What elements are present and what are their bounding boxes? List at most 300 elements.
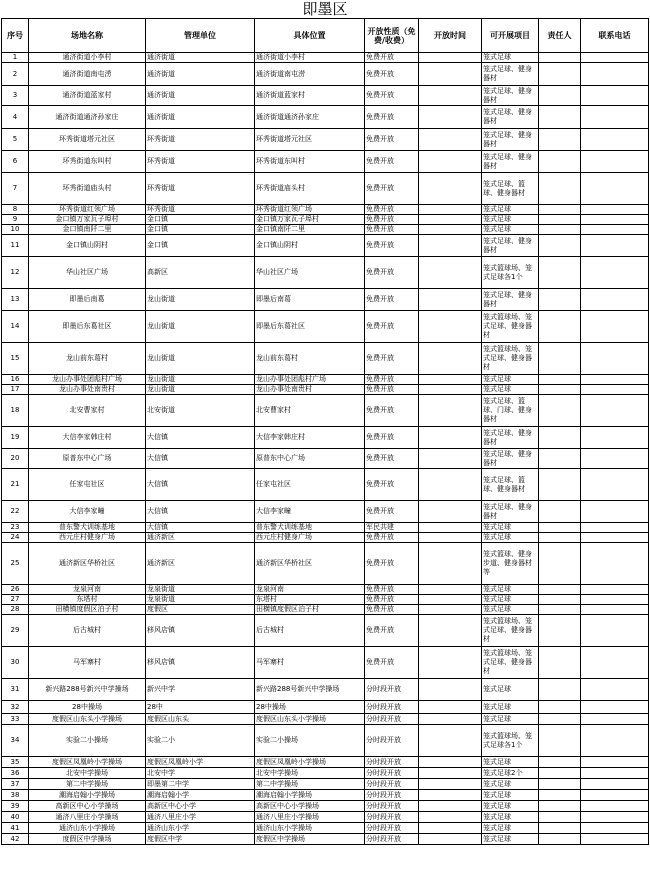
table-row bbox=[2, 427, 649, 449]
row-projects: 笼式篮球场、笼式足球各1个 bbox=[482, 257, 539, 289]
row-no: 10 bbox=[2, 225, 29, 235]
table-row bbox=[2, 225, 649, 235]
row-nature: 免费开放 bbox=[365, 225, 419, 235]
header-location: 具体位置 bbox=[255, 19, 365, 53]
row-name: 金口镇山阴村 bbox=[29, 235, 146, 257]
row-time bbox=[419, 823, 482, 834]
row-name: 环秀街道塔元社区 bbox=[29, 129, 146, 151]
row-nature: 免费开放 bbox=[365, 235, 419, 257]
row-person bbox=[539, 543, 581, 585]
row-phone bbox=[581, 605, 649, 615]
row-no: 33 bbox=[2, 714, 29, 725]
row-time bbox=[419, 725, 482, 757]
row-person bbox=[539, 595, 581, 605]
row-projects: 笼式足球 bbox=[482, 523, 539, 533]
row-no: 32 bbox=[2, 701, 29, 714]
row-time bbox=[419, 585, 482, 595]
row-person bbox=[539, 501, 581, 523]
row-unit: 大信镇 bbox=[146, 501, 255, 523]
row-projects: 笼式足球 bbox=[482, 714, 539, 725]
row-name: 新兴路288号新兴中学操场 bbox=[29, 679, 146, 701]
row-unit: 实验二小 bbox=[146, 725, 255, 757]
row-phone bbox=[581, 714, 649, 725]
row-projects: 笼式足球、健身器材 bbox=[482, 289, 539, 311]
row-no: 9 bbox=[2, 215, 29, 225]
row-location: 环秀街道塔元社区 bbox=[255, 129, 365, 151]
row-no: 30 bbox=[2, 647, 29, 679]
row-phone bbox=[581, 205, 649, 215]
row-name: 环秀街道红领广场 bbox=[29, 205, 146, 215]
row-location: 通济八里庄小学操场 bbox=[255, 812, 365, 823]
row-name: 北安中学操场 bbox=[29, 768, 146, 779]
row-projects: 笼式篮球场、笼式足球、健身器材 bbox=[482, 647, 539, 679]
table-row bbox=[2, 523, 649, 533]
row-time bbox=[419, 605, 482, 615]
row-time bbox=[419, 501, 482, 523]
row-nature: 军民共建 bbox=[365, 523, 419, 533]
row-no: 42 bbox=[2, 834, 29, 845]
row-phone bbox=[581, 53, 649, 63]
row-time bbox=[419, 543, 482, 585]
row-time bbox=[419, 615, 482, 647]
row-phone bbox=[581, 615, 649, 647]
row-no: 1 bbox=[2, 53, 29, 63]
row-nature: 免费开放 bbox=[365, 106, 419, 129]
row-person bbox=[539, 173, 581, 205]
row-person bbox=[539, 834, 581, 845]
table-row bbox=[2, 289, 649, 311]
header-name: 场地名称 bbox=[29, 19, 146, 53]
row-location: 通济街道小李村 bbox=[255, 53, 365, 63]
row-person bbox=[539, 151, 581, 173]
row-time bbox=[419, 106, 482, 129]
row-phone bbox=[581, 823, 649, 834]
row-no: 36 bbox=[2, 768, 29, 779]
row-time bbox=[419, 235, 482, 257]
row-phone bbox=[581, 834, 649, 845]
row-time bbox=[419, 834, 482, 845]
row-location: 原普东中心广场 bbox=[255, 449, 365, 469]
row-projects: 笼式足球 bbox=[482, 790, 539, 801]
row-nature: 免费开放 bbox=[365, 615, 419, 647]
row-phone bbox=[581, 790, 649, 801]
row-location: 28中操场 bbox=[255, 701, 365, 714]
row-name: 北安曹家村 bbox=[29, 395, 146, 427]
table-row bbox=[2, 585, 649, 595]
row-nature: 分时段开放 bbox=[365, 790, 419, 801]
table-row bbox=[2, 812, 649, 823]
row-unit: 通济街道 bbox=[146, 63, 255, 86]
table-row bbox=[2, 395, 649, 427]
row-phone bbox=[581, 757, 649, 768]
row-nature: 免费开放 bbox=[365, 129, 419, 151]
row-projects: 笼式足球、健身器材 bbox=[482, 235, 539, 257]
row-nature: 免费开放 bbox=[365, 205, 419, 215]
row-time bbox=[419, 173, 482, 205]
row-projects: 笼式足球 bbox=[482, 205, 539, 215]
row-nature: 分时段开放 bbox=[365, 812, 419, 823]
row-nature: 免费开放 bbox=[365, 63, 419, 86]
row-person bbox=[539, 257, 581, 289]
row-unit: 北安街道 bbox=[146, 395, 255, 427]
row-unit: 大信镇 bbox=[146, 427, 255, 449]
venue-table bbox=[1, 18, 649, 845]
row-name: 通济街道南屯涝 bbox=[29, 63, 146, 86]
row-time bbox=[419, 679, 482, 701]
row-person bbox=[539, 215, 581, 225]
row-name: 东塔村 bbox=[29, 595, 146, 605]
row-nature: 分时段开放 bbox=[365, 725, 419, 757]
row-time bbox=[419, 779, 482, 790]
row-projects: 笼式足球、健身器材 bbox=[482, 449, 539, 469]
row-person bbox=[539, 585, 581, 595]
row-location: 田横镇度假区泊子村 bbox=[255, 605, 365, 615]
row-person bbox=[539, 790, 581, 801]
row-projects: 笼式足球、篮球、健身器材 bbox=[482, 469, 539, 501]
row-location: 通济街道南屯涝 bbox=[255, 63, 365, 86]
row-name: 金口镇南阡二里 bbox=[29, 225, 146, 235]
row-location: 通济街道通济孙家庄 bbox=[255, 106, 365, 129]
table-row bbox=[2, 106, 649, 129]
row-no: 29 bbox=[2, 615, 29, 647]
row-name: 原普东中心广场 bbox=[29, 449, 146, 469]
row-unit: 移风店镇 bbox=[146, 647, 255, 679]
row-no: 28 bbox=[2, 605, 29, 615]
row-no: 27 bbox=[2, 595, 29, 605]
row-time bbox=[419, 757, 482, 768]
row-phone bbox=[581, 106, 649, 129]
row-name: 任家屯社区 bbox=[29, 469, 146, 501]
row-nature: 分时段开放 bbox=[365, 757, 419, 768]
table-row bbox=[2, 823, 649, 834]
row-time bbox=[419, 595, 482, 605]
row-name: 即墨后东葛社区 bbox=[29, 311, 146, 343]
row-projects: 笼式足球 bbox=[482, 385, 539, 395]
table-row bbox=[2, 469, 649, 501]
row-projects: 笼式足球 bbox=[482, 701, 539, 714]
row-projects: 笼式足球、健身器材 bbox=[482, 86, 539, 106]
row-phone bbox=[581, 427, 649, 449]
row-unit: 大信镇 bbox=[146, 523, 255, 533]
table-row bbox=[2, 235, 649, 257]
row-location: 即墨后南葛 bbox=[255, 289, 365, 311]
row-nature: 免费开放 bbox=[365, 533, 419, 543]
row-unit: 通济街道 bbox=[146, 53, 255, 63]
row-no: 16 bbox=[2, 375, 29, 385]
row-unit: 潮海启翰小学 bbox=[146, 790, 255, 801]
table-row bbox=[2, 605, 649, 615]
row-no: 34 bbox=[2, 725, 29, 757]
row-time bbox=[419, 343, 482, 375]
row-location: 普东警犬训练基地 bbox=[255, 523, 365, 533]
row-time bbox=[419, 289, 482, 311]
row-location: 第二中学操场 bbox=[255, 779, 365, 790]
row-unit: 金口镇 bbox=[146, 215, 255, 225]
row-time bbox=[419, 647, 482, 679]
row-name: 田横镇度假区泊子村 bbox=[29, 605, 146, 615]
row-name: 潮海启翰小学操场 bbox=[29, 790, 146, 801]
row-unit: 龙泉街道 bbox=[146, 595, 255, 605]
table-row bbox=[2, 779, 649, 790]
page-title: 即墨区 bbox=[302, 0, 348, 18]
row-unit: 即墨第二中学 bbox=[146, 779, 255, 790]
row-projects: 笼式足球 bbox=[482, 215, 539, 225]
row-no: 6 bbox=[2, 151, 29, 173]
row-no: 22 bbox=[2, 501, 29, 523]
row-no: 35 bbox=[2, 757, 29, 768]
table-row bbox=[2, 679, 649, 701]
row-name: 通济新区华桥社区 bbox=[29, 543, 146, 585]
row-name: 28中操场 bbox=[29, 701, 146, 714]
row-time bbox=[419, 395, 482, 427]
row-time bbox=[419, 215, 482, 225]
row-person bbox=[539, 53, 581, 63]
row-person bbox=[539, 385, 581, 395]
row-phone bbox=[581, 543, 649, 585]
row-time bbox=[419, 311, 482, 343]
row-location: 通济街道蓝家村 bbox=[255, 86, 365, 106]
row-unit: 新兴中学 bbox=[146, 679, 255, 701]
row-projects: 笼式足球、篮球、健身器材 bbox=[482, 173, 539, 205]
row-unit: 龙山街道 bbox=[146, 375, 255, 385]
row-phone bbox=[581, 129, 649, 151]
row-no: 13 bbox=[2, 289, 29, 311]
row-nature: 分时段开放 bbox=[365, 801, 419, 812]
row-phone bbox=[581, 701, 649, 714]
row-unit: 通济新区 bbox=[146, 533, 255, 543]
row-nature: 免费开放 bbox=[365, 215, 419, 225]
row-time bbox=[419, 469, 482, 501]
row-person bbox=[539, 757, 581, 768]
row-person bbox=[539, 86, 581, 106]
row-no: 20 bbox=[2, 449, 29, 469]
row-no: 11 bbox=[2, 235, 29, 257]
row-projects: 笼式篮球场、笼式足球、健身器材 bbox=[482, 615, 539, 647]
table-row bbox=[2, 63, 649, 86]
row-phone bbox=[581, 257, 649, 289]
row-person bbox=[539, 343, 581, 375]
row-name: 通济街道蓝家村 bbox=[29, 86, 146, 106]
row-person bbox=[539, 647, 581, 679]
row-projects: 笼式篮球、健身步道、健身器材等 bbox=[482, 543, 539, 585]
row-phone bbox=[581, 385, 649, 395]
row-nature: 免费开放 bbox=[365, 605, 419, 615]
row-projects: 笼式篮球场、笼式足球各1个 bbox=[482, 725, 539, 757]
row-phone bbox=[581, 449, 649, 469]
row-location: 金口镇万家瓦子埠村 bbox=[255, 215, 365, 225]
row-nature: 免费开放 bbox=[365, 289, 419, 311]
row-name: 通济八里庄小学操场 bbox=[29, 812, 146, 823]
row-unit: 龙泉街道 bbox=[146, 585, 255, 595]
row-location: 高新区中心小学操场 bbox=[255, 801, 365, 812]
row-projects: 笼式足球 bbox=[482, 823, 539, 834]
row-unit: 金口镇 bbox=[146, 225, 255, 235]
row-person bbox=[539, 714, 581, 725]
row-location: 北安中学操场 bbox=[255, 768, 365, 779]
row-name: 龙山办事处团彪村广场 bbox=[29, 375, 146, 385]
table-row bbox=[2, 533, 649, 543]
row-unit: 度假区山东头 bbox=[146, 714, 255, 725]
table-row bbox=[2, 205, 649, 215]
row-no: 18 bbox=[2, 395, 29, 427]
row-time bbox=[419, 53, 482, 63]
row-name: 第二中学操场 bbox=[29, 779, 146, 790]
row-no: 23 bbox=[2, 523, 29, 533]
row-name: 环秀街道东叫村 bbox=[29, 151, 146, 173]
row-time bbox=[419, 790, 482, 801]
row-person bbox=[539, 469, 581, 501]
row-unit: 度假区中学 bbox=[146, 834, 255, 845]
row-time bbox=[419, 449, 482, 469]
row-person bbox=[539, 679, 581, 701]
row-location: 东塔村 bbox=[255, 595, 365, 605]
row-location: 通济新区华桥社区 bbox=[255, 543, 365, 585]
row-person bbox=[539, 235, 581, 257]
row-projects: 笼式足球、健身器材 bbox=[482, 501, 539, 523]
row-nature: 免费开放 bbox=[365, 449, 419, 469]
table-row bbox=[2, 375, 649, 385]
row-no: 37 bbox=[2, 779, 29, 790]
row-phone bbox=[581, 595, 649, 605]
row-person bbox=[539, 375, 581, 385]
row-name: 后古城村 bbox=[29, 615, 146, 647]
table-row bbox=[2, 86, 649, 106]
row-nature: 免费开放 bbox=[365, 595, 419, 605]
row-projects: 笼式足球、健身器材 bbox=[482, 151, 539, 173]
table-row bbox=[2, 501, 649, 523]
row-name: 大信李家韩庄村 bbox=[29, 427, 146, 449]
row-name: 大信李家疃 bbox=[29, 501, 146, 523]
row-unit: 大信镇 bbox=[146, 469, 255, 501]
row-person bbox=[539, 289, 581, 311]
row-unit: 金口镇 bbox=[146, 235, 255, 257]
row-person bbox=[539, 311, 581, 343]
table-row bbox=[2, 701, 649, 714]
row-projects: 笼式篮球场、笼式足球、健身器材 bbox=[482, 311, 539, 343]
row-location: 度假区山东头小学操场 bbox=[255, 714, 365, 725]
row-phone bbox=[581, 679, 649, 701]
row-no: 31 bbox=[2, 679, 29, 701]
table-row bbox=[2, 768, 649, 779]
row-projects: 笼式足球 bbox=[482, 801, 539, 812]
row-projects: 笼式足球 bbox=[482, 779, 539, 790]
row-person bbox=[539, 205, 581, 215]
row-nature: 分时段开放 bbox=[365, 679, 419, 701]
row-location: 金口镇山阴村 bbox=[255, 235, 365, 257]
row-phone bbox=[581, 779, 649, 790]
row-name: 龙山前东葛村 bbox=[29, 343, 146, 375]
row-unit: 度假区 bbox=[146, 605, 255, 615]
row-projects: 笼式足球 bbox=[482, 53, 539, 63]
header-no: 序号 bbox=[2, 19, 29, 53]
table-row bbox=[2, 449, 649, 469]
row-no: 8 bbox=[2, 205, 29, 215]
row-location: 后古城村 bbox=[255, 615, 365, 647]
row-nature: 分时段开放 bbox=[365, 701, 419, 714]
row-projects: 笼式足球 bbox=[482, 679, 539, 701]
row-location: 即墨后东葛社区 bbox=[255, 311, 365, 343]
row-location: 龙山前东葛村 bbox=[255, 343, 365, 375]
row-time bbox=[419, 427, 482, 449]
row-unit: 环秀街道 bbox=[146, 173, 255, 205]
table-row bbox=[2, 257, 649, 289]
row-unit: 龙山街道 bbox=[146, 343, 255, 375]
row-projects: 笼式足球 bbox=[482, 812, 539, 823]
row-person bbox=[539, 779, 581, 790]
table-row bbox=[2, 129, 649, 151]
row-no: 3 bbox=[2, 86, 29, 106]
row-projects: 笼式足球 bbox=[482, 225, 539, 235]
table-row bbox=[2, 834, 649, 845]
row-name: 龙泉河南 bbox=[29, 585, 146, 595]
row-person bbox=[539, 63, 581, 86]
row-nature: 免费开放 bbox=[365, 585, 419, 595]
table-row bbox=[2, 615, 649, 647]
row-location: 实验二小操场 bbox=[255, 725, 365, 757]
row-name: 实验二小操场 bbox=[29, 725, 146, 757]
row-location: 环秀街道庙头村 bbox=[255, 173, 365, 205]
row-location: 新兴路288号新兴中学操场 bbox=[255, 679, 365, 701]
row-person bbox=[539, 225, 581, 235]
row-nature: 分时段开放 bbox=[365, 823, 419, 834]
row-unit: 高新区中心小学 bbox=[146, 801, 255, 812]
row-projects: 笼式足球 bbox=[482, 375, 539, 385]
row-no: 41 bbox=[2, 823, 29, 834]
row-unit: 北安中学 bbox=[146, 768, 255, 779]
row-projects: 笼式足球、健身器材 bbox=[482, 106, 539, 129]
row-phone bbox=[581, 215, 649, 225]
row-nature: 免费开放 bbox=[365, 427, 419, 449]
row-time bbox=[419, 714, 482, 725]
row-phone bbox=[581, 501, 649, 523]
header-time: 开放时间 bbox=[419, 19, 482, 53]
row-no: 25 bbox=[2, 543, 29, 585]
row-name: 金口镇万家瓦子埠村 bbox=[29, 215, 146, 225]
row-phone bbox=[581, 768, 649, 779]
row-person bbox=[539, 533, 581, 543]
row-nature: 免费开放 bbox=[365, 343, 419, 375]
row-no: 21 bbox=[2, 469, 29, 501]
row-unit: 28中 bbox=[146, 701, 255, 714]
row-time bbox=[419, 385, 482, 395]
row-no: 7 bbox=[2, 173, 29, 205]
row-unit: 环秀街道 bbox=[146, 205, 255, 215]
row-name: 通济街道小李村 bbox=[29, 53, 146, 63]
row-name: 马军寨村 bbox=[29, 647, 146, 679]
row-location: 龙山办事处南贵村 bbox=[255, 385, 365, 395]
row-person bbox=[539, 106, 581, 129]
row-person bbox=[539, 605, 581, 615]
row-time bbox=[419, 63, 482, 86]
row-nature: 免费开放 bbox=[365, 311, 419, 343]
row-phone bbox=[581, 523, 649, 533]
row-phone bbox=[581, 151, 649, 173]
row-projects: 笼式足球 bbox=[482, 595, 539, 605]
row-time bbox=[419, 523, 482, 533]
row-projects: 笼式篮球场、笼式足球、健身器材 bbox=[482, 343, 539, 375]
row-name: 度假区中学操场 bbox=[29, 834, 146, 845]
row-projects: 笼式足球、健身器材 bbox=[482, 129, 539, 151]
row-nature: 免费开放 bbox=[365, 395, 419, 427]
row-name: 普东警犬训练基地 bbox=[29, 523, 146, 533]
table-row bbox=[2, 757, 649, 768]
row-location: 通济山东小学操场 bbox=[255, 823, 365, 834]
row-phone bbox=[581, 725, 649, 757]
row-nature: 免费开放 bbox=[365, 543, 419, 585]
row-nature: 分时段开放 bbox=[365, 714, 419, 725]
row-time bbox=[419, 225, 482, 235]
row-phone bbox=[581, 801, 649, 812]
